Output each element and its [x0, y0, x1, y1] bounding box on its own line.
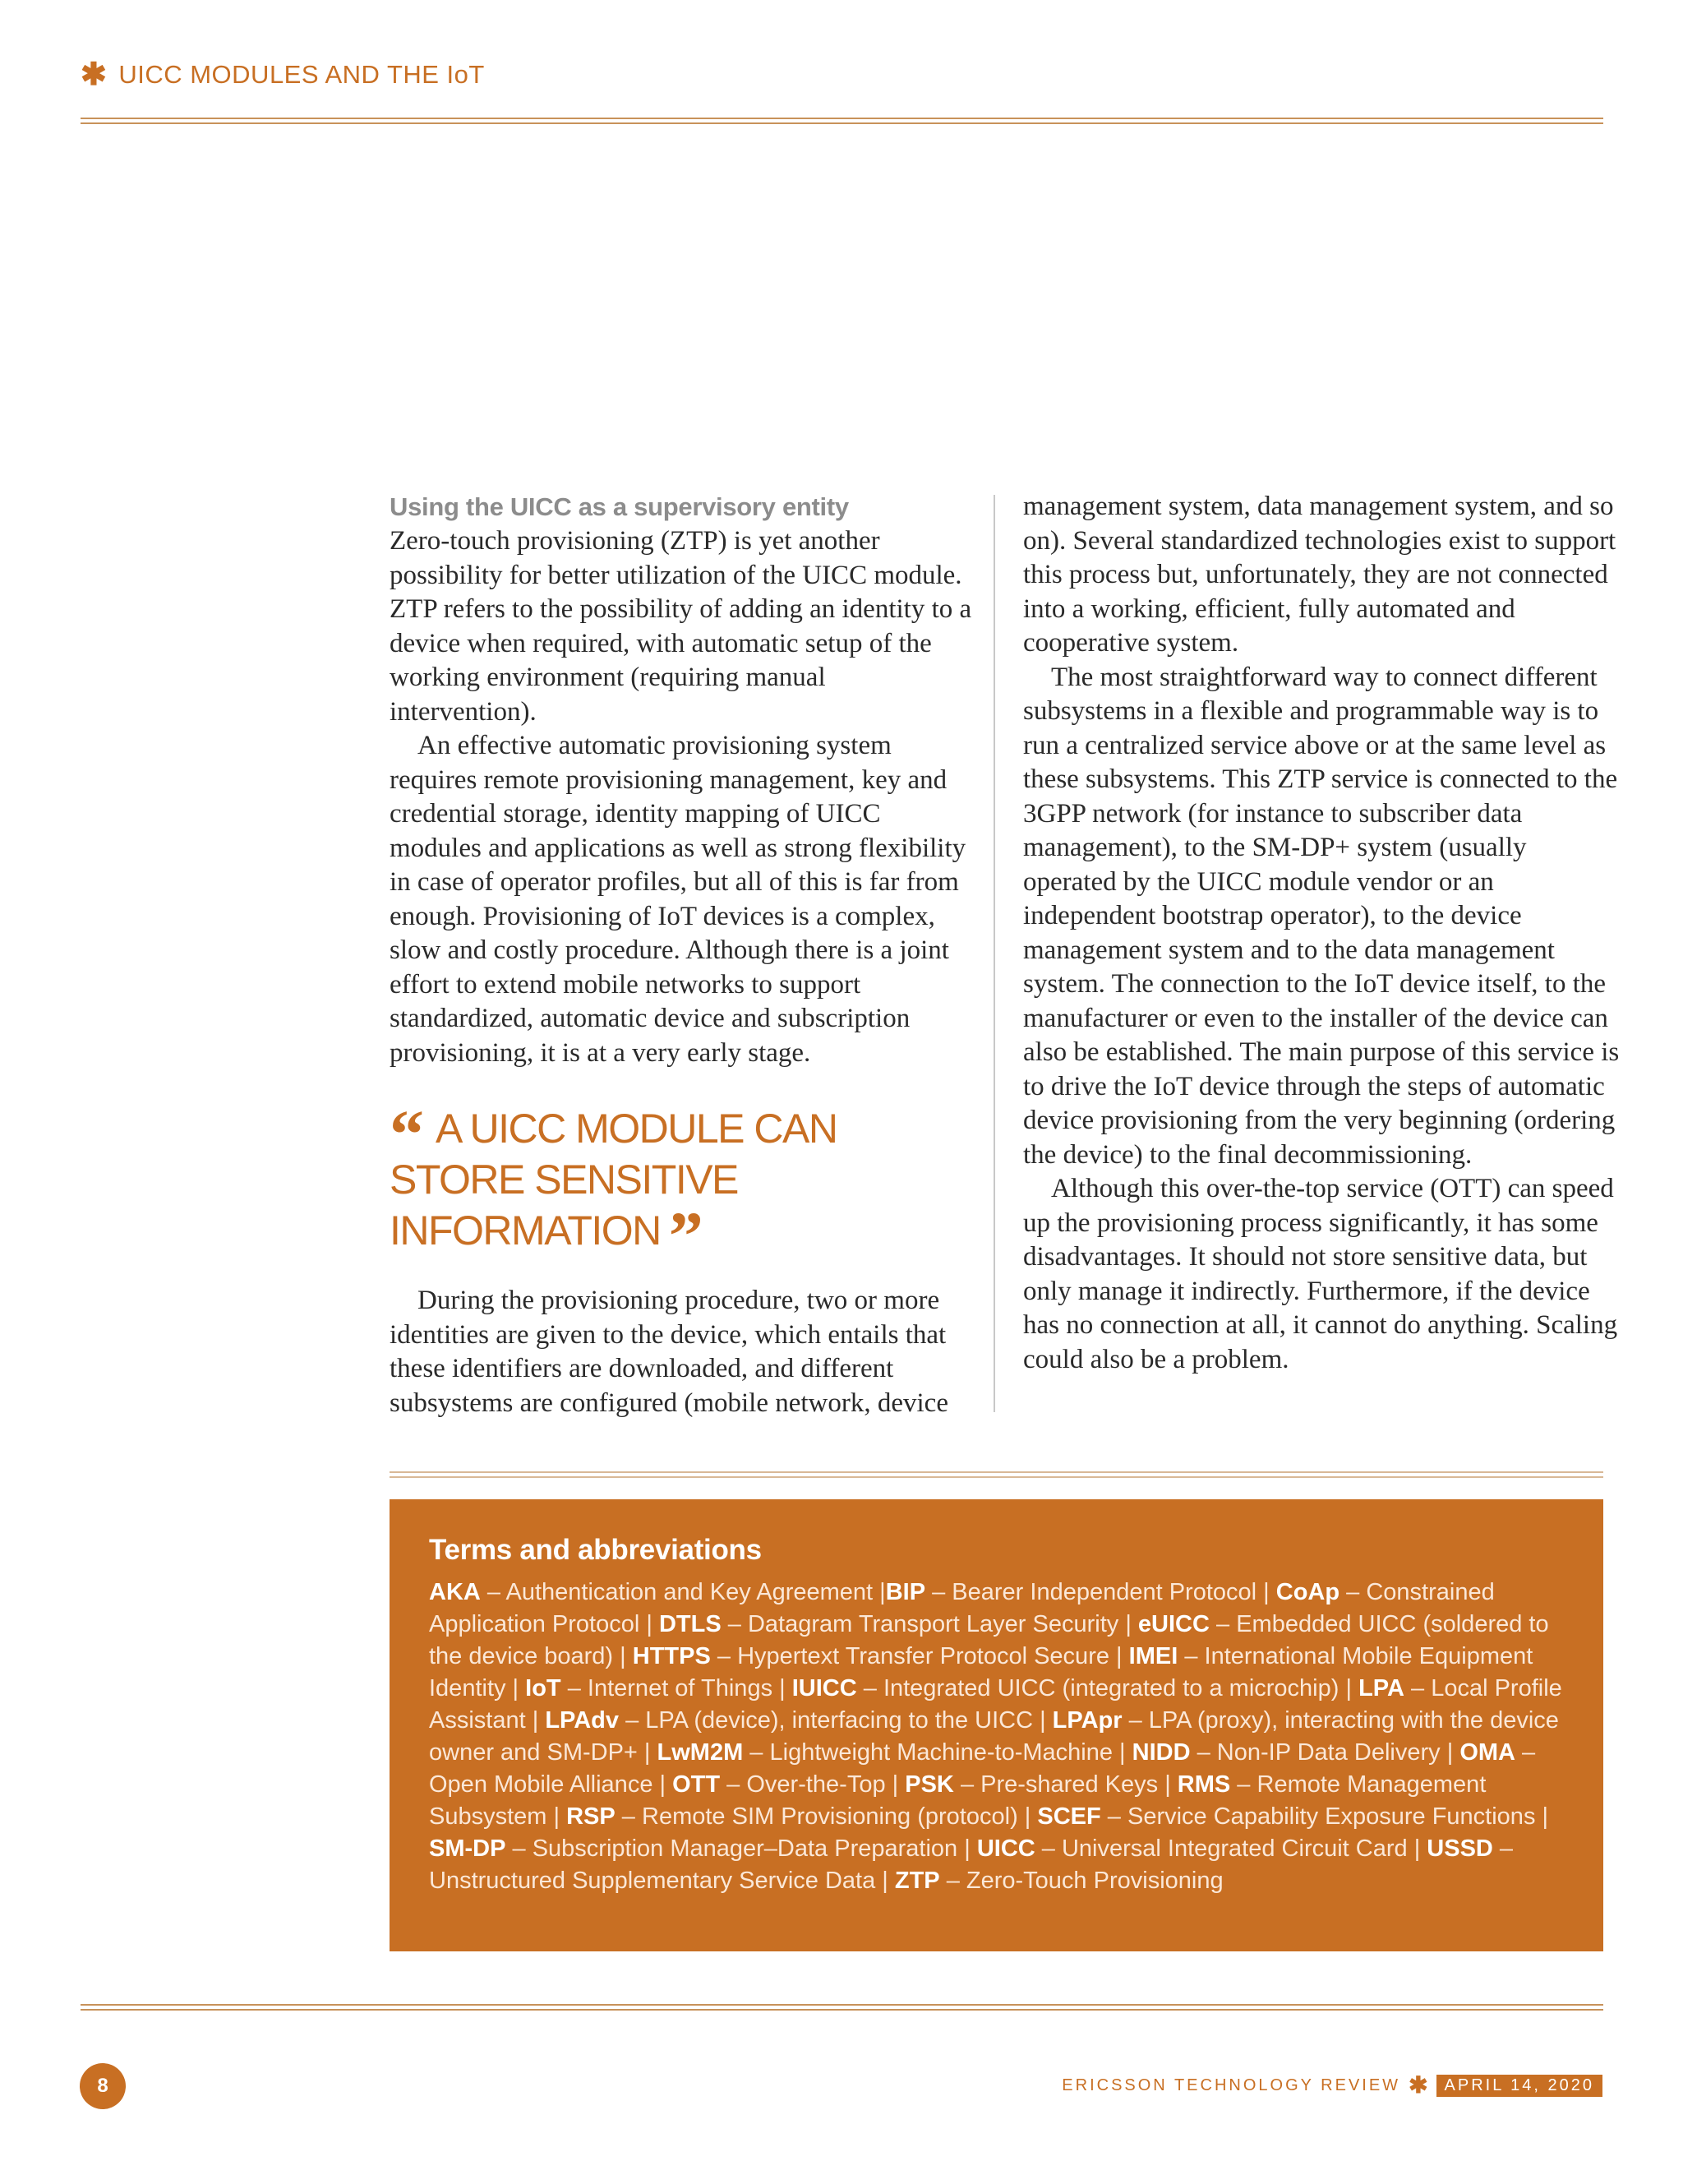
- term-abbr: AKA: [429, 1579, 481, 1605]
- term-abbr: IMEI: [1128, 1643, 1178, 1669]
- term-separator: –: [1339, 1579, 1367, 1605]
- term-definition: Subscription Manager–Data Preparation: [532, 1835, 958, 1862]
- term-separator: –: [1122, 1707, 1149, 1734]
- term-definition: Hypertext Transfer Protocol Secure: [737, 1643, 1109, 1669]
- term-definition: Bearer Independent Protocol: [952, 1579, 1257, 1605]
- issue-date: APRIL 14, 2020: [1436, 2075, 1602, 2097]
- body-paragraph: Although this over-the-top service (OTT) can speed up the provisioning process significantly, it has some disadvantages. It should not store sensitive data, but only manage it indirectly. Furthermore, if the device has no connection at all, it cannot do anything. Scaling could also be a problem.: [1023, 1174, 1618, 1374]
- term-separator: –: [743, 1739, 770, 1766]
- term-abbr: LPAdv: [545, 1707, 620, 1734]
- section-rule: [390, 1471, 1603, 1478]
- open-quote-icon: “: [390, 1097, 417, 1173]
- term-abbr: IoT: [525, 1675, 561, 1701]
- term-definition: International Mobile Equipment Identity: [429, 1643, 1533, 1701]
- term-divider: |: [546, 1803, 567, 1830]
- body-paragraph: An effective automatic provisioning system requires remote provisioning management, key and credential storage, identity mapping of UICC modules and applications as well as strong flexibility in case of operator profiles, but all of this is far from enough. Provisioning of IoT devices is a complex, slow and costly procedure. Although there is a joint effort to extend mobile networks to support standardized, automatic device and subscription provisioning, it is at a very early stage.: [390, 731, 966, 1068]
- term-divider: |: [1109, 1643, 1129, 1669]
- term-divider: |: [873, 1579, 886, 1605]
- term-separator: –: [1515, 1739, 1536, 1766]
- term-separator: –: [939, 1868, 966, 1894]
- term-definition: Local Profile Assistant: [429, 1675, 1562, 1734]
- left-column: [390, 490, 977, 1420]
- right-column: [1023, 490, 1623, 1377]
- terms-box: [390, 1499, 1603, 1951]
- term-separator: –: [1209, 1611, 1237, 1637]
- term-separator: –: [1492, 1835, 1514, 1862]
- term-definition: Remote Management Subsystem: [429, 1771, 1487, 1830]
- term-definition: LPA (proxy), interacting with the device owner and SM-DP+: [429, 1707, 1559, 1766]
- term-separator: –: [505, 1835, 533, 1862]
- term-definition: Integrated UICC (integrated to a microchip): [883, 1675, 1339, 1701]
- term-divider: |: [1113, 1739, 1132, 1766]
- term-divider: |: [505, 1675, 526, 1701]
- term-abbr: USSD: [1427, 1835, 1493, 1862]
- term-divider: |: [1440, 1739, 1460, 1766]
- term-abbr: OMA: [1459, 1739, 1515, 1766]
- term-separator: –: [480, 1579, 506, 1605]
- term-divider: |: [1535, 1803, 1549, 1830]
- term-abbr: UICC: [976, 1835, 1035, 1862]
- term-divider: |: [772, 1675, 792, 1701]
- term-divider: |: [875, 1868, 895, 1894]
- terms-title: Terms and abbreviations: [429, 1534, 762, 1566]
- running-header: [81, 59, 485, 90]
- term-definition: Service Capability Exposure Functions: [1127, 1803, 1536, 1830]
- term-separator: –: [953, 1771, 981, 1798]
- term-definition: Constrained Application Protocol: [429, 1579, 1495, 1637]
- section-title: UICC MODULES AND THE IoT: [118, 60, 485, 89]
- term-abbr: RSP: [566, 1803, 616, 1830]
- term-separator: –: [1404, 1675, 1432, 1701]
- term-divider: |: [957, 1835, 977, 1862]
- term-definition: Authentication and Key Agreement: [505, 1579, 874, 1605]
- term-divider: |: [1339, 1675, 1359, 1701]
- term-separator: –: [721, 1611, 748, 1637]
- term-abbr: SM-DP: [429, 1835, 506, 1862]
- term-abbr: IUICC: [791, 1675, 857, 1701]
- term-abbr: CoAp: [1275, 1579, 1340, 1605]
- term-definition: Unstructured Supplementary Service Data: [429, 1868, 876, 1894]
- subheading: Using the UICC as a supervisory entity: [390, 492, 849, 521]
- term-divider: |: [1407, 1835, 1427, 1862]
- term-divider: |: [613, 1643, 633, 1669]
- header-rule: [81, 118, 1603, 124]
- body-paragraph: management system, data management system, and so on). Several standardized technologies exist to support this process but, unfortunately, they are not connected into a working, efficient, fully automated and cooperative system.: [1023, 492, 1616, 658]
- term-separator: –: [856, 1675, 883, 1701]
- term-divider: |: [637, 1739, 657, 1766]
- asterisk-icon: ✱: [1409, 2072, 1428, 2098]
- term-abbr: SCEF: [1037, 1803, 1101, 1830]
- term-separator: –: [710, 1643, 738, 1669]
- term-divider: |: [1158, 1771, 1178, 1798]
- term-abbr: NIDD: [1132, 1739, 1191, 1766]
- term-abbr: OTT: [672, 1771, 721, 1798]
- term-divider: |: [1017, 1803, 1038, 1830]
- term-abbr: RMS: [1177, 1771, 1231, 1798]
- asterisk-icon: ✱: [81, 58, 108, 92]
- term-abbr: BIP: [885, 1579, 926, 1605]
- term-divider: |: [652, 1771, 673, 1798]
- term-separator: –: [1035, 1835, 1062, 1862]
- term-definition: Pre-shared Keys: [980, 1771, 1159, 1798]
- term-definition: Lightweight Machine-to-Machine: [769, 1739, 1113, 1766]
- page-number: 8: [80, 2063, 126, 2109]
- body-paragraph: Zero-touch provisioning (ZTP) is yet another possibility for better utilization of the UICC module. ZTP refers to the possibility of adding an identity to a device when required, with automatic setup of the working environment (requiring manual intervention).: [390, 526, 972, 727]
- term-definition: Non-IP Data Delivery: [1216, 1739, 1441, 1766]
- term-separator: –: [1178, 1643, 1205, 1669]
- term-definition: Remote SIM Provisioning (protocol): [642, 1803, 1018, 1830]
- term-definition: Universal Integrated Circuit Card: [1061, 1835, 1408, 1862]
- term-separator: –: [615, 1803, 642, 1830]
- pull-quote-text: A UICC MODULE CAN STORE SENSITIVE INFORMATION: [390, 1106, 837, 1254]
- term-abbr: PSK: [905, 1771, 954, 1798]
- pull-quote: [390, 1097, 977, 1275]
- body-paragraph: The most straightforward way to connect different subsystems in a flexible and programmable way is to run a centralized service above or at the same level as these subsystems. This ZTP service is connected to the 3GPP network (for instance to subscriber data management), to the SM-DP+ system (usually operated by the UICC module vendor or an independent bootstrap operator), to the device management system and to the data management system. The connection to the IoT device itself, to the manufacturer or even to the installer of the device can also be established. The main purpose of this service is to drive the IoT device through the steps of automatic device provisioning from the very beginning (ordering the device) to the final decommissioning.: [1023, 662, 1620, 1170]
- close-quote-icon: ”: [668, 1198, 697, 1275]
- term-abbr: eUICC: [1137, 1611, 1210, 1637]
- term-abbr: HTTPS: [632, 1643, 711, 1669]
- term-separator: –: [619, 1707, 646, 1734]
- term-divider: |: [1118, 1611, 1138, 1637]
- term-abbr: ZTP: [894, 1868, 940, 1894]
- term-separator: –: [1230, 1771, 1257, 1798]
- term-definition: LPA (device), interfacing to the UICC: [645, 1707, 1034, 1734]
- body-paragraph: During the provisioning procedure, two or more identities are given to the device, which entails that these identifiers are downloaded, and different subsystems are configured (mobile network, device: [390, 1286, 948, 1418]
- term-separator: –: [560, 1675, 588, 1701]
- term-divider: |: [1256, 1579, 1276, 1605]
- term-divider: |: [525, 1707, 546, 1734]
- term-divider: |: [639, 1611, 659, 1637]
- term-abbr: LPApr: [1052, 1707, 1123, 1734]
- term-separator: –: [925, 1579, 952, 1605]
- term-divider: |: [1033, 1707, 1053, 1734]
- footer: [1062, 2074, 1602, 2097]
- term-abbr: LwM2M: [657, 1739, 744, 1766]
- term-separator: –: [1190, 1739, 1217, 1766]
- term-definition: Embedded UICC (soldered to the device board): [429, 1611, 1549, 1669]
- footer-rule: [81, 2004, 1603, 2011]
- term-definition: Internet of Things: [587, 1675, 773, 1701]
- term-abbr: DTLS: [658, 1611, 722, 1637]
- term-definition: Open Mobile Alliance: [429, 1771, 653, 1798]
- term-abbr: LPA: [1358, 1675, 1404, 1701]
- term-definition: Zero-Touch Provisioning: [966, 1868, 1224, 1894]
- term-definition: Datagram Transport Layer Security: [747, 1611, 1119, 1637]
- term-separator: –: [1100, 1803, 1127, 1830]
- terms-list: [429, 1577, 1564, 1897]
- term-divider: |: [885, 1771, 906, 1798]
- publication-name: ERICSSON TECHNOLOGY REVIEW: [1062, 2075, 1401, 2094]
- term-separator: –: [720, 1771, 747, 1798]
- term-definition: Over-the-Top: [746, 1771, 886, 1798]
- column-divider: [994, 495, 995, 1412]
